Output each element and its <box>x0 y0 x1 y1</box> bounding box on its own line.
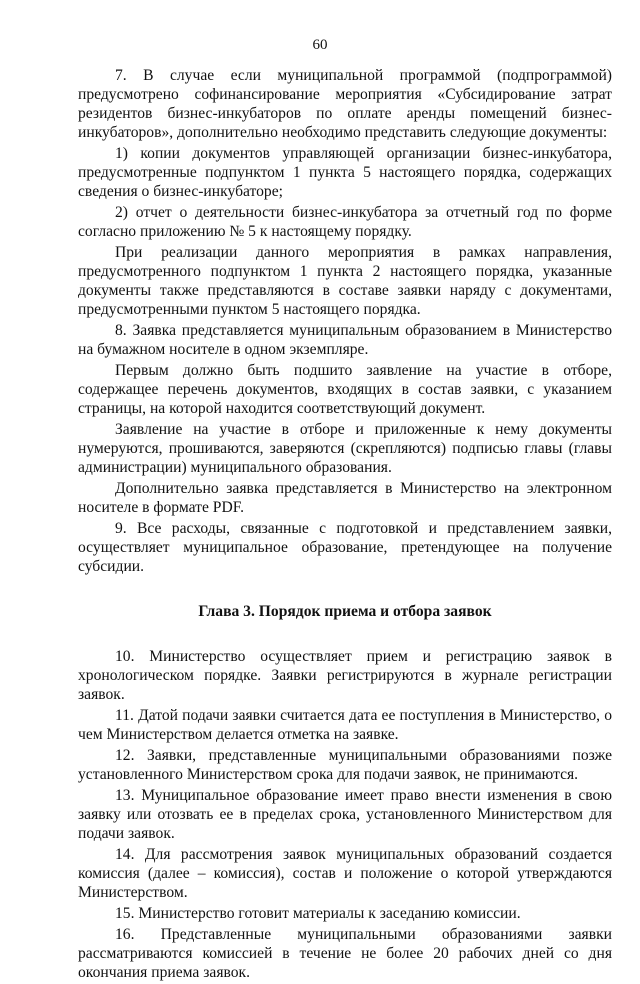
section-paragraphs-7-9 <box>78 66 612 576</box>
chapter-heading: Глава 3. Порядок приема и отбора заявок <box>198 603 492 620</box>
paragraph-14: 14. Для рассмотрения заявок муниципальных образований создается комиссия (далее – комиссия), состав и положение о которой утверждаются Министерством. <box>78 846 612 901</box>
document-body <box>78 66 612 984</box>
paragraph-7-item-2: 2) отчет о деятельности бизнес-инкубатора за отчетный год по форме согласно приложению № 5 к настоящему порядку. <box>78 204 612 240</box>
paragraph-7: 7. В случае если муниципальной программой (подпрограммой) предусмотрено софинансирование мероприятия «Субсидирование затрат резидентов бизнес-инкубаторов по оплате аренды помещений бизнес-инкубаторов», дополнительно необходимо представить следующие документы: <box>78 67 612 141</box>
paragraph-8-first-page: Первым должно быть подшито заявление на участие в отборе, содержащее перечень документов, входящих в состав заявки, с указанием страницы, на которой находится соответствующий документ. <box>78 362 612 417</box>
page-number: 60 <box>312 37 328 53</box>
paragraph-16: 16. Представленные муниципальными образованиями заявки рассматриваются комиссией в течение не более 20 рабочих дней со дня окончания приема заявок. <box>78 926 612 981</box>
paragraph-8-electronic: Дополнительно заявка представляется в Министерство на электронном носителе в формате PDF. <box>78 480 612 516</box>
section-paragraphs-10-16 <box>78 647 612 982</box>
paragraph-8-numbering: Заявление на участие в отборе и приложенные к нему документы нумеруются, прошиваются, заверяются (скрепляются) подписью главы (главы администрации) муниципального образования. <box>78 421 612 476</box>
paragraph-7-item-1: 1) копии документов управляющей организации бизнес-инкубатора, предусмотренные подпунктом 1 пункта 5 настоящего порядка, содержащих сведения о бизнес-инкубаторе; <box>78 145 612 200</box>
paragraph-13: 13. Муниципальное образование имеет право внести изменения в свою заявку или отозвать ее в пределах срока, установленного Министерством для подачи заявок. <box>78 787 612 842</box>
paragraph-15: 15. Министерство готовит материалы к заседанию комиссии. <box>115 905 521 922</box>
paragraph-10: 10. Министерство осуществляет прием и регистрацию заявок в хронологическом порядке. Заявки регистрируются в журнале регистрации заявок. <box>78 648 612 703</box>
paragraph-8: 8. Заявка представляется муниципальным образованием в Министерство на бумажном носителе в одном экземпляре. <box>78 322 612 358</box>
paragraph-9: 9. Все расходы, связанные с подготовкой и представлением заявки, осуществляет муниципальное образование, претендующее на получение субсидии. <box>78 520 612 575</box>
paragraph-7-note: При реализации данного мероприятия в рамках направления, предусмотренного подпунктом 1 пункта 2 настоящего порядка, указанные документы также представляются в составе заявки наряду с документами, предусмотренными пунктом 5 настоящего порядка. <box>78 244 612 318</box>
paragraph-12: 12. Заявки, представленные муниципальными образованиями позже установленного Министерством срока для подачи заявок, не принимаются. <box>78 747 612 783</box>
paragraph-11: 11. Датой подачи заявки считается дата ее поступления в Министерство, о чем Министерством делается отметка на заявке. <box>78 707 612 743</box>
